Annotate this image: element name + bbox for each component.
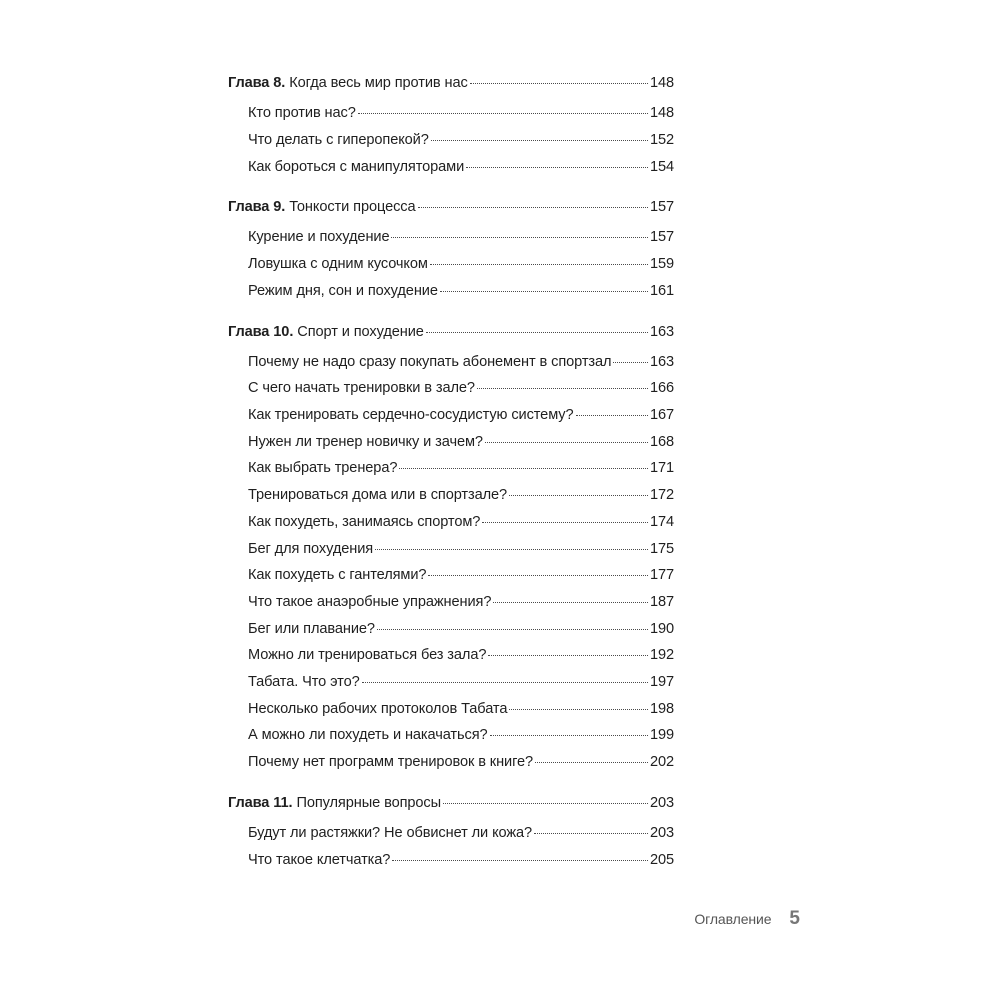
page-number: 198 [649, 700, 674, 717]
toc-entry[interactable] [228, 482, 674, 509]
dot-leader [392, 859, 648, 861]
dot-leader [362, 681, 648, 683]
chapter-heading[interactable] [228, 790, 674, 817]
chapter-heading[interactable] [228, 194, 674, 221]
dot-leader [509, 494, 648, 496]
page-number: 157 [649, 199, 674, 216]
entry-title: Как похудеть, занимаясь спортом? [248, 513, 481, 530]
entry-title: Что такое анаэробные упражнения? [248, 593, 492, 610]
toc-entry[interactable] [228, 127, 674, 154]
entry-title: Несколько рабочих протоколов Табата [248, 700, 508, 717]
entry-title: Бег для похудения [248, 540, 374, 557]
chapter-title: Спорт и похудение [297, 323, 424, 340]
page-number: 148 [649, 105, 674, 122]
dot-leader [375, 548, 648, 550]
dot-leader [430, 263, 648, 265]
entry-title: Как бороться с манипуляторами [248, 158, 465, 175]
entry-title: С чего начать тренировки в зале? [248, 380, 475, 397]
chapter-number: Глава 8. [228, 75, 286, 91]
entry-title: Курение и похудение [248, 229, 390, 246]
toc-entry[interactable] [228, 722, 674, 749]
toc-entry[interactable] [228, 847, 674, 874]
toc-entry[interactable] [228, 429, 674, 456]
folio-page-number: 5 [789, 908, 800, 929]
entry-title: Что такое клетчатка? [248, 851, 391, 868]
dot-leader [440, 290, 648, 292]
chapter-title: Популярные вопросы [296, 794, 442, 811]
dot-leader [391, 236, 647, 238]
chapter-10 [228, 319, 674, 776]
dot-leader [418, 206, 648, 208]
toc-entry[interactable] [228, 536, 674, 563]
dot-leader [490, 734, 648, 736]
page-number: 190 [649, 620, 674, 637]
dot-leader [466, 166, 648, 168]
page-number: 202 [649, 754, 674, 770]
toc-entry[interactable] [228, 154, 674, 181]
page-number: 203 [649, 794, 674, 811]
page-number: 172 [649, 487, 674, 504]
entry-title: Бег или плавание? [248, 620, 375, 637]
page-number: 199 [649, 727, 674, 744]
toc-entry[interactable] [228, 589, 674, 616]
page-number: 152 [649, 131, 674, 148]
page-number: 168 [649, 433, 674, 450]
dot-leader [426, 331, 648, 333]
page-number: 174 [649, 513, 674, 530]
table-of-contents [228, 70, 674, 887]
entry-title: Табата. Что это? [248, 673, 360, 690]
section-label: Оглавление [694, 911, 772, 927]
toc-entry[interactable] [228, 375, 674, 402]
page-number: 171 [649, 460, 674, 477]
entry-title: А можно ли похудеть и накачаться? [248, 727, 488, 744]
toc-entry[interactable] [228, 696, 674, 723]
dot-leader [576, 414, 648, 416]
toc-entry[interactable] [228, 669, 674, 696]
page-number: 192 [649, 647, 674, 664]
chapter-number: Глава 9. [228, 199, 286, 216]
entry-title: Будут ли растяжки? Не обвиснет ли кожа? [248, 824, 533, 841]
toc-entry[interactable] [228, 509, 674, 536]
toc-entry[interactable] [228, 402, 674, 429]
chapter-11 [228, 790, 674, 874]
toc-entry[interactable] [228, 100, 674, 127]
page-number: 148 [649, 75, 674, 91]
dot-leader [482, 521, 648, 523]
dot-leader [535, 761, 648, 763]
page-number: 205 [649, 851, 674, 868]
toc-entry[interactable] [228, 278, 674, 305]
dot-leader [428, 574, 648, 576]
entry-title: Почему нет программ тренировок в книге? [248, 754, 534, 770]
entry-title: Нужен ли тренер новичку и зачем? [248, 433, 483, 450]
entry-title: Можно ли тренироваться без зала? [248, 647, 487, 664]
page-number: 163 [649, 323, 674, 340]
entry-title: Как похудеть с гантелями? [248, 567, 427, 584]
dot-leader [493, 601, 648, 603]
dot-leader [358, 112, 648, 114]
entry-title: Тренироваться дома или в спортзале? [248, 487, 508, 504]
toc-entry[interactable] [228, 349, 674, 376]
toc-entry[interactable] [228, 749, 674, 776]
page-number: 159 [649, 256, 674, 273]
page-number: 203 [649, 824, 674, 841]
page-number: 157 [649, 229, 674, 246]
dot-leader [613, 361, 648, 363]
chapter-number: Глава 10. [228, 323, 294, 340]
chapter-title: Когда весь мир против нас [289, 75, 468, 91]
dot-leader [509, 708, 648, 710]
toc-entry[interactable] [228, 616, 674, 643]
page-number: 161 [649, 282, 674, 299]
chapter-heading[interactable] [228, 70, 674, 97]
dot-leader [399, 467, 648, 469]
page-number: 163 [649, 353, 674, 370]
toc-entry[interactable] [228, 455, 674, 482]
entry-title: Что делать с гиперопекой? [248, 131, 429, 148]
page-number: 187 [649, 593, 674, 610]
dot-leader [488, 654, 648, 656]
toc-entry[interactable] [228, 251, 674, 278]
dot-leader [470, 82, 648, 84]
entry-title: Как тренировать сердечно-сосудистую систему? [248, 407, 574, 424]
toc-entry[interactable] [228, 224, 674, 251]
page-footer [600, 908, 800, 930]
dot-leader [477, 387, 648, 389]
dot-leader [443, 802, 648, 804]
entry-title: Режим дня, сон и похудение [248, 282, 438, 299]
dot-leader [534, 832, 648, 834]
entry-title: Почему не надо сразу покупать абонемент в спортзал [248, 353, 612, 370]
entry-title: Как выбрать тренера? [248, 460, 398, 477]
toc-entry[interactable] [228, 562, 674, 589]
page-number: 166 [649, 380, 674, 397]
page-number: 154 [649, 158, 674, 175]
chapter-title: Тонкости процесса [289, 199, 416, 216]
entry-title: Ловушка с одним кусочком [248, 256, 428, 273]
dot-leader [377, 628, 648, 630]
chapter-8 [228, 70, 674, 180]
chapter-9 [228, 194, 674, 304]
entry-title: Кто против нас? [248, 105, 356, 122]
page-number: 197 [649, 673, 674, 690]
chapter-number: Глава 11. [228, 794, 293, 811]
page-number: 177 [649, 567, 674, 584]
chapter-heading[interactable] [228, 319, 674, 346]
dot-leader [431, 139, 648, 141]
dot-leader [485, 441, 648, 443]
toc-entry[interactable] [228, 820, 674, 847]
page-number: 175 [649, 540, 674, 557]
page-number: 167 [649, 407, 674, 424]
toc-entry[interactable] [228, 642, 674, 669]
